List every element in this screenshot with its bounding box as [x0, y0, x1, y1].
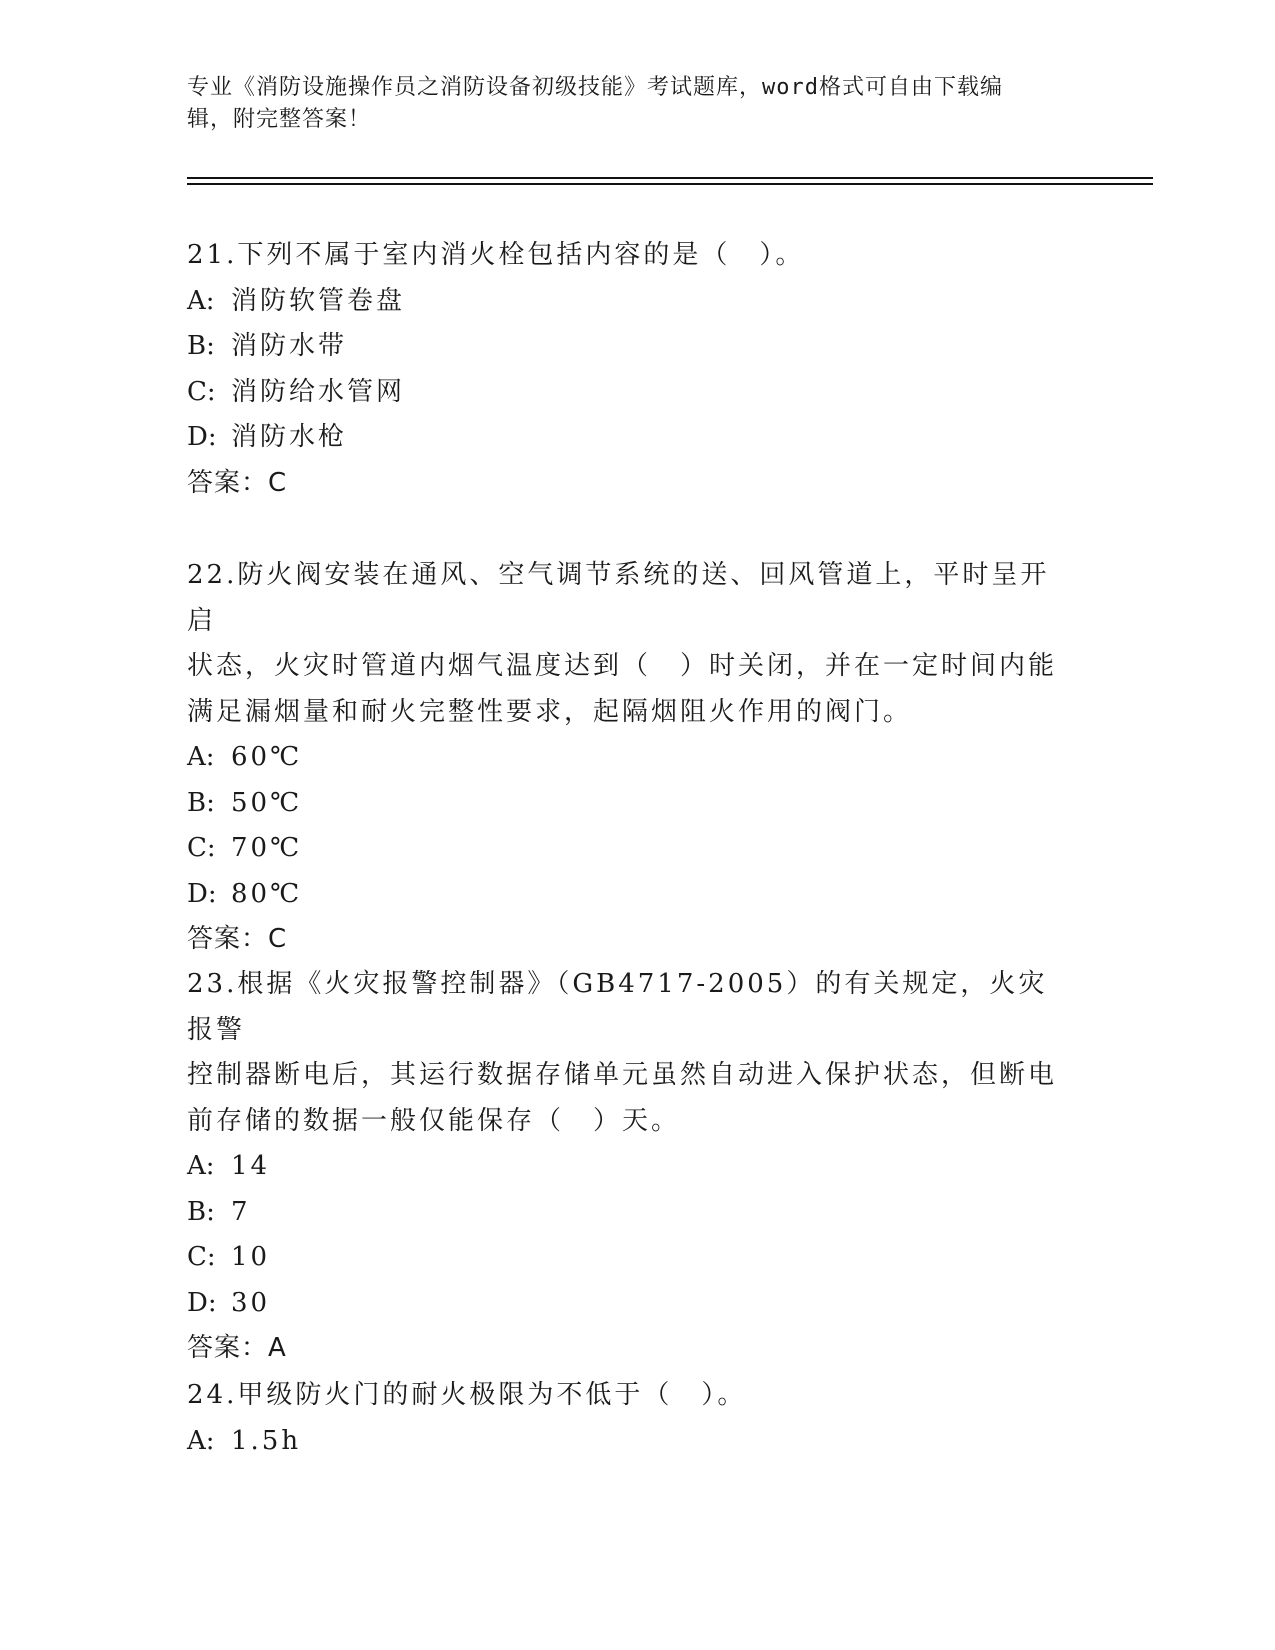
- header-line-2: 辑，附完整答案！: [187, 107, 372, 132]
- question-22-stem-line-3: 满足漏烟量和耐火完整性要求，起隔烟阻火作用的阀门。: [187, 696, 913, 727]
- question-22-option-a: [187, 735, 1067, 781]
- question-22-stem-line-1: 22.防火阀安装在通风、空气调节系统的送、回风管道上，平时呈开启: [187, 560, 1050, 636]
- question-22-option-b: [187, 781, 1067, 827]
- question-21-answer: 答案：C: [187, 467, 288, 498]
- question-21-option-a: [187, 279, 1067, 325]
- option-text: 消防水带: [231, 331, 348, 361]
- option-letter: A:: [187, 1425, 215, 1456]
- option-letter: D:: [187, 422, 217, 452]
- question-23-option-c: [187, 1235, 1067, 1281]
- document-header: [187, 72, 1067, 136]
- option-text: 14: [231, 1151, 271, 1181]
- option-text: 70℃: [231, 833, 303, 863]
- question-23-stem-line-2: 控制器断电后，其运行数据存储单元虽然自动进入保护状态，但断电: [187, 1060, 1058, 1090]
- option-letter: C:: [187, 833, 216, 863]
- option-text: 消防给水管网: [231, 376, 406, 407]
- option-letter: A:: [187, 285, 215, 316]
- question-22: [187, 553, 1067, 963]
- question-24-stem: 24.甲级防火门的耐火极限为不低于（ ）。: [187, 1380, 747, 1410]
- question-22-stem-line-2: 状态，火灾时管道内烟气温度达到（ ）时关闭，并在一定时间内能: [187, 651, 1058, 681]
- question-21-option-b: [187, 324, 1067, 370]
- option-letter: C:: [187, 1242, 216, 1272]
- option-letter: D:: [187, 1287, 217, 1318]
- option-letter: B:: [187, 787, 215, 818]
- option-letter: B:: [187, 1196, 215, 1227]
- question-23-stem-line-3: 前存储的数据一般仅能保存（ ）天。: [187, 1105, 681, 1136]
- question-22-option-c: [187, 826, 1067, 872]
- question-23-stem-line-1: 23.根据《火灾报警控制器》（GB4717-2005）的有关规定，火灾报警: [187, 969, 1048, 1045]
- option-letter: C:: [187, 376, 216, 407]
- option-text: 消防水枪: [231, 422, 348, 452]
- option-letter: D:: [187, 878, 217, 909]
- option-text: 10: [231, 1242, 271, 1272]
- option-text: 60℃: [231, 742, 303, 772]
- question-23-option-d: [187, 1281, 1067, 1327]
- option-text: 1.5h: [231, 1425, 302, 1456]
- question-21-option-c: [187, 370, 1067, 416]
- header-divider-top: [187, 177, 1153, 179]
- question-22-option-d: [187, 872, 1067, 918]
- question-23-option-b: [187, 1190, 1067, 1236]
- question-21-stem: 21.下列不属于室内消火栓包括内容的是（ ）。: [187, 240, 805, 270]
- header-line-1: 专业《消防设施操作员之消防设备初级技能》考试题库，word格式可自由下载编: [187, 75, 1003, 100]
- question-21-option-d: [187, 415, 1067, 461]
- question-23: [187, 962, 1067, 1372]
- question-21: [187, 233, 1067, 506]
- option-letter: B:: [187, 331, 215, 361]
- question-23-answer: 答案：A: [187, 1333, 287, 1363]
- question-22-answer: 答案：C: [187, 924, 288, 954]
- question-24-option-a: [187, 1419, 1067, 1465]
- option-text: 7: [231, 1196, 251, 1227]
- question-23-option-a: [187, 1144, 1067, 1190]
- option-letter: A:: [187, 1151, 215, 1181]
- option-text: 30: [231, 1287, 271, 1318]
- option-text: 80℃: [231, 878, 303, 909]
- question-24: [187, 1373, 1067, 1464]
- option-letter: A:: [187, 742, 215, 772]
- option-text: 消防软管卷盘: [231, 285, 406, 316]
- option-text: 50℃: [231, 787, 303, 818]
- header-divider-bottom: [187, 183, 1153, 185]
